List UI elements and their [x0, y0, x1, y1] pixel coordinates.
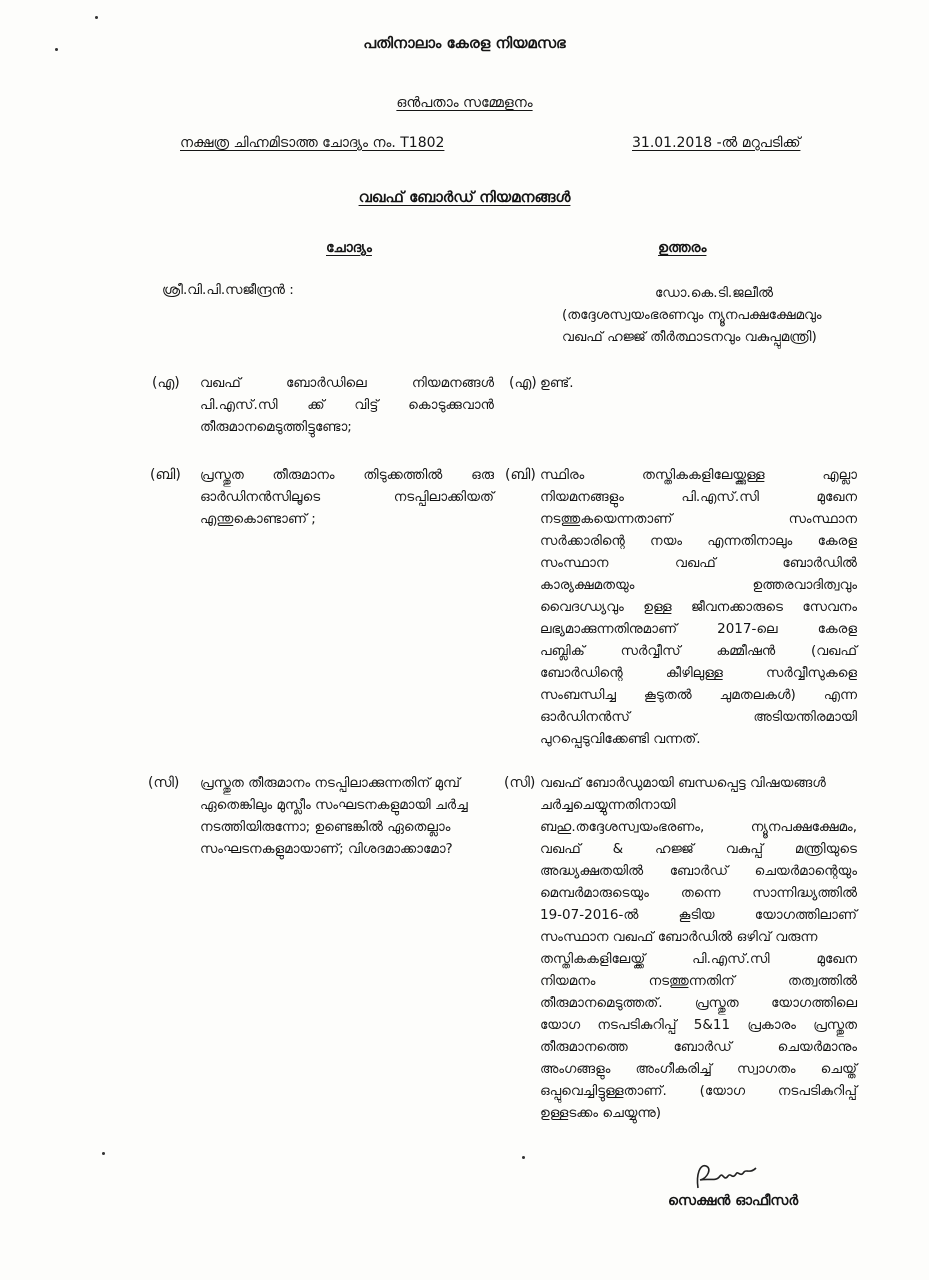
word: (വഖഫ് [810, 643, 857, 659]
word: ബോർഡിൽ [782, 555, 857, 571]
text-line [540, 618, 857, 640]
word: ചുമതലകൾ) [719, 687, 796, 703]
word: & [612, 841, 624, 857]
word: ഒപ്പുവെച്ചിട്ടുള്ളതാണ്. [540, 1083, 667, 1099]
item-c-question-text [200, 772, 494, 860]
minister-portfolio-line1: (തദ്ദേശസ്വയംഭരണവും ന്യൂനപക്ഷക്ഷേമവും [562, 307, 822, 323]
word: വഖഫ് [200, 375, 241, 391]
text-line [200, 486, 494, 508]
word: സർക്കാരിന്റെ [540, 533, 625, 549]
assembly-title: പതിനാലാം കേരള നിയമസഭ [363, 34, 566, 52]
text-line: നടത്തിയിരുന്നോ; ഉണ്ടെങ്കിൽ ഏതെല്ലാം [200, 819, 451, 835]
subject-title: വഖഫ് ബോർഡ് നിയമനങ്ങൾ [358, 188, 571, 206]
word: ഓർഡിനൻസ് [540, 709, 630, 725]
word: ഒരു [471, 467, 494, 483]
text-line: ചർച്ചചെയ്യുന്നതിനായി [540, 797, 676, 813]
word: കീഴിലുള്ള [665, 665, 723, 681]
text-line: സംഘടനകളുമായാണ്; വിശദമാക്കാമോ? [200, 841, 453, 857]
word: ഉള്ള [643, 599, 672, 615]
text-line [540, 838, 857, 860]
word: കേരള [817, 621, 857, 637]
word: മുഖേന [816, 951, 857, 967]
word: (യോഗ [699, 1083, 746, 1099]
text-line: തീരുമാനമെടുത്തിട്ടുണ്ടോ; [200, 419, 352, 435]
word: സംസ്ഥാന [540, 555, 609, 571]
word: 5&11 [693, 1017, 731, 1033]
text-line: സംസ്ഥാന വഖഫ് ബോർഡിൽ ഒഴിവ് വരുന്ന [540, 929, 818, 945]
text-line [540, 464, 857, 486]
scan-speck [55, 48, 58, 51]
answer-column-heading: ഉത്തരം [658, 240, 707, 256]
word: മെമ്പർമാരുടെയും [540, 885, 649, 901]
word: സേവനം [802, 599, 857, 615]
text-line [540, 530, 857, 552]
text-line [540, 1014, 857, 1036]
word: നടപടികുറിപ്പ് [597, 1017, 677, 1033]
word: ബഹു.തദ്ദേശസ്വയംഭരണം, [540, 819, 705, 835]
handwritten-signature [690, 1160, 770, 1194]
word: സ്വാഗതം [736, 1061, 796, 1077]
word: തസ്തികകളിലേയ്ക്ക് [540, 951, 646, 967]
questioner-name: ശ്രീ.വി.പി.സജീന്ദ്രൻ : [162, 282, 294, 298]
word: എല്ലാ [822, 467, 857, 483]
word: ഓർഡിനൻസിലൂടെ [200, 489, 321, 505]
word: പ്രസ്തുത [200, 467, 244, 483]
item-b-answer-text [540, 464, 857, 750]
word: കേരള [817, 533, 857, 549]
word: പ്രസ്തുത [813, 1017, 857, 1033]
item-c-answer-label: (സി) [504, 775, 536, 791]
scan-speck [95, 16, 98, 19]
word: കമ്മീഷൻ [716, 643, 776, 659]
word: വിട്ട് [354, 397, 379, 413]
word: വഖഫ് [674, 555, 716, 571]
word: ബോർഡ് [669, 863, 729, 879]
word: പബ്ലിക് [540, 643, 585, 659]
question-column-heading: ചോദ്യം [326, 240, 372, 256]
word: നടപ്പിലാക്കിയത് [393, 489, 494, 505]
word: പി.എസ്.സി [200, 397, 278, 413]
word: പി.എസ്.സി [681, 489, 759, 505]
session-title: ഒൻപതാം സമ്മേളനം [396, 95, 533, 111]
item-b-question-text [200, 464, 494, 530]
word: നിയമനങ്ങളും [540, 489, 624, 505]
text-line [200, 464, 494, 486]
text-line [540, 970, 857, 992]
word: യോഗത്തിലെ [771, 995, 857, 1011]
word: സർവ്വീസ് [620, 643, 681, 659]
session-title-wrap [0, 92, 929, 111]
word: കൊടുക്കുവാൻ [408, 397, 494, 413]
word: തിടുക്കത്തിൽ [363, 467, 443, 483]
word: ന്യൂനപക്ഷക്ഷേമം, [750, 819, 857, 835]
word: എന്നതിനാലും [707, 533, 793, 549]
text-line: ഏതെങ്കിലും മുസ്ലീം സംഘടനകളുമായി ചർച്ച [200, 797, 468, 813]
minister-name: ഡോ.കെ.ടി.ജലീൽ [655, 285, 774, 301]
item-a-answer-label: (എ) [509, 375, 537, 391]
word: നടപടികുറിപ്പ് [777, 1083, 857, 1099]
text-line: ഉള്ളടക്കം ചെയ്യുന്നു) [540, 1105, 662, 1121]
word: സംസ്ഥാന [788, 511, 857, 527]
text-line [540, 860, 857, 882]
word: പ്രകാരം [747, 1017, 796, 1033]
text-line: പുറപ്പെടുവിക്കേണ്ടി വന്നത്. [540, 731, 701, 747]
text-line [540, 1058, 857, 1080]
item-c-question-label: (സി) [148, 775, 180, 791]
word: നടത്തുകയെന്നതാണ് [540, 511, 673, 527]
word: വൈദഗ്ധ്യവും [540, 599, 624, 615]
word: സർവ്വീസുകളെ [765, 665, 857, 681]
scan-speck [522, 1156, 525, 1159]
text-line [540, 904, 857, 926]
word: നിയമനം [540, 973, 596, 989]
word: ചെയ്ത് [820, 1061, 857, 1077]
text-line [540, 948, 857, 970]
text-line [540, 640, 857, 662]
text-line [540, 706, 857, 728]
word: ചെയർമാനും [777, 1039, 857, 1055]
text-line [540, 684, 857, 706]
word: തസ്തികകളിലേയ്ക്കുള്ള [642, 467, 765, 483]
text-line [200, 394, 494, 416]
word: കൂടുതൽ [643, 687, 692, 703]
text-line: വഖഫ് ബോർഡുമായി ബന്ധപ്പെട്ട വിഷയങ്ങൾ [540, 775, 826, 791]
subject-wrap [0, 187, 929, 206]
word: ചെയർമാന്റെയും [754, 863, 857, 879]
text-line [540, 992, 857, 1014]
item-a-answer-text [540, 372, 840, 394]
item-c-answer-text [540, 772, 857, 1124]
word: 19-07-2016-ൽ [540, 907, 639, 923]
word: നയം [650, 533, 683, 549]
text-line: പ്രസ്തുത തീരുമാനം നടപ്പിലാക്കുന്നതിന് മുമ്പ് [200, 775, 460, 791]
word: നിയമനങ്ങൾ [411, 375, 494, 391]
word: എന്ന [823, 687, 857, 703]
word: വകുപ്പ് [725, 841, 763, 857]
item-a-question-text [200, 372, 494, 438]
word: ബോർഡ് [673, 1039, 732, 1055]
word: അടിയന്തിരമായി [753, 709, 857, 725]
word: ഹജ്ജ് [655, 841, 694, 857]
text-line [540, 816, 857, 838]
word: ജീവനക്കാരുടെ [691, 599, 783, 615]
word: തീരുമാനമെടുത്തത്. [540, 995, 663, 1011]
text-line [540, 596, 857, 618]
word: വഖഫ് [540, 841, 581, 857]
word: തത്വത്തിൽ [788, 973, 857, 989]
text-line [540, 1036, 857, 1058]
word: അംഗങ്ങളും [540, 1061, 611, 1077]
text-line [200, 372, 494, 394]
word: പ്രസ്തുത [694, 995, 739, 1011]
word: തീരുമാനം [272, 467, 335, 483]
text-line [540, 882, 857, 904]
word: യോഗത്തിലാണ് [754, 907, 857, 923]
text-line [540, 486, 857, 508]
text-line [540, 574, 857, 596]
word: പി.എസ്.സി [692, 951, 770, 967]
word: മന്ത്രിയുടെ [794, 841, 857, 857]
answer-date: 31.01.2018 -ൽ മറുപടിക്ക് [632, 135, 801, 151]
text-line [540, 662, 857, 684]
word: ലഭ്യമാക്കുന്നതിനുമാണ് [540, 621, 678, 637]
word: നടത്തുന്നതിന് [648, 973, 735, 989]
word: മുഖേന [816, 489, 857, 505]
text-line [540, 552, 857, 574]
word: സംബന്ധിച്ച [540, 687, 616, 703]
scan-speck [102, 1152, 105, 1155]
word: അംഗീകരിച്ച് [635, 1061, 712, 1077]
word: ബോർഡിന്റെ [540, 665, 623, 681]
text-line: എന്തുകൊണ്ടാണ് ; [200, 511, 316, 527]
word: കൂടിയ [678, 907, 715, 923]
minister-portfolio-line2: വഖഫ് ഹജ്ജ് തീർത്ഥാടനവും വകുപ്പുമന്ത്രി) [562, 329, 817, 345]
word: തന്നെ [680, 885, 721, 901]
word: സ്ഥിരം [540, 467, 585, 483]
item-a-question-label: (എ) [152, 375, 180, 391]
word: സാന്നിദ്ധ്യത്തിൽ [752, 885, 857, 901]
word: അദ്ധ്യക്ഷതയിൽ [540, 863, 644, 879]
word: 2017-ലെ [717, 621, 778, 637]
word: കാര്യക്ഷമതയും [540, 577, 635, 593]
text-line: ഉണ്ട്. [540, 375, 574, 391]
text-line [540, 508, 857, 530]
section-officer-title: സെക്ഷൻ ഓഫീസർ [668, 1193, 799, 1209]
question-reference: നക്ഷത്ര ചിഹ്നമിടാത്ത ചോദ്യം നം. T1802 [180, 135, 445, 151]
text-line [540, 1080, 857, 1102]
word: ബോർഡിലെ [285, 375, 367, 391]
word: തീരുമാനത്തെ [540, 1039, 628, 1055]
word: ഉത്തരവാദിത്വവും [752, 577, 857, 593]
word: ക്ക് [307, 397, 325, 413]
item-b-answer-label: (ബി) [505, 467, 536, 483]
item-b-question-label: (ബി) [150, 467, 181, 483]
word: യോഗ [540, 1017, 581, 1033]
